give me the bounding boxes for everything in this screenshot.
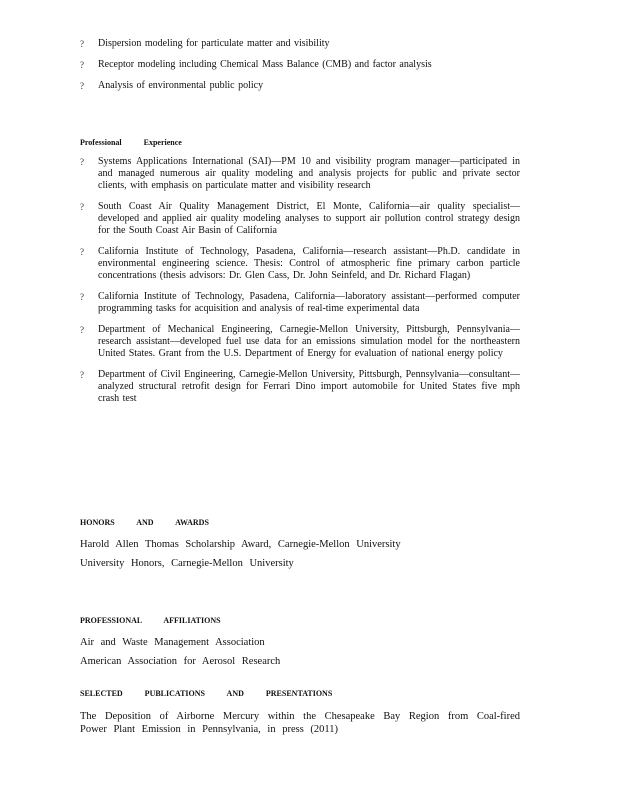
list-item bbox=[80, 324, 520, 360]
list-item bbox=[80, 246, 520, 282]
affiliation-item: American Association for Aerosol Research bbox=[80, 656, 281, 667]
list-item bbox=[80, 369, 520, 405]
honors-item: Harold Allen Thomas Scholarship Award, Carnegie-Mellon University bbox=[80, 539, 401, 550]
list-item bbox=[80, 38, 520, 50]
bullet-icon: ? bbox=[80, 60, 84, 70]
list-item bbox=[80, 80, 520, 92]
experience-text: California Institute of Technology, Pasadena, California—research assistant—Ph.D. candidate in environmental engineering science. Thesis: Control of atmospheric fine primary carbon particle concentrations (thesis advisors: Dr. Glen Cass, Dr. John Seinfeld, and Dr. Richard Flagan) bbox=[98, 246, 520, 281]
experience-text: Department of Mechanical Engineering, Carnegie-Mellon University, Pittsburgh, Pennsylvania—research assistant—developed fuel use data for an emissions simulation model for the northeastern United States. Grant from the U.S. Department of Energy for evaluation of national energy policy bbox=[98, 324, 520, 359]
top-bullet-list bbox=[80, 38, 520, 101]
honors-item: University Honors, Carnegie-Mellon University bbox=[80, 558, 294, 569]
bullet-text: Receptor modeling including Chemical Mass Balance (CMB) and factor analysis bbox=[98, 59, 432, 70]
bullet-icon: ? bbox=[80, 247, 84, 257]
bullet-icon: ? bbox=[80, 325, 84, 335]
publication-item: The Deposition of Airborne Mercury within the Chesapeake Bay Region from Coal-fired Power Plant Emission in Pennsylvania, in press (2011) bbox=[80, 711, 520, 735]
experience-text: South Coast Air Quality Management District, El Monte, California—air quality specialist—developed and applied air quality modeling analyses to support air pollution control strategy design for the South Coast Air Basin of California bbox=[98, 201, 520, 236]
list-item bbox=[80, 291, 520, 315]
publications-list bbox=[80, 710, 520, 742]
bullet-icon: ? bbox=[80, 157, 84, 167]
affiliation-item: Air and Waste Management Association bbox=[80, 637, 265, 648]
experience-text: Systems Applications International (SAI)—PM 10 and visibility program manager—participated in and managed numerous air quality modeling and analysis projects for public and private sector clients, with emphasis on particulate matter and visibility research bbox=[98, 156, 520, 191]
list-item bbox=[80, 201, 520, 237]
bullet-text: Dispersion modeling for particulate matter and visibility bbox=[98, 38, 330, 49]
bullet-icon: ? bbox=[80, 81, 84, 91]
bullet-text: Analysis of environmental public policy bbox=[98, 80, 264, 91]
experience-list bbox=[80, 156, 520, 414]
publications-heading: SELECTED PUBLICATIONS AND PRESENTATIONS bbox=[80, 689, 333, 698]
bullet-icon: ? bbox=[80, 292, 84, 302]
honors-list bbox=[80, 538, 520, 576]
experience-text: California Institute of Technology, Pasadena, California—laboratory assistant—performed computer programming tasks for acquisition and analysis of real-time experimental data bbox=[98, 291, 520, 314]
experience-heading: Professional Experience bbox=[80, 138, 182, 147]
bullet-icon: ? bbox=[80, 370, 84, 380]
affiliations-heading: PROFESSIONAL AFFILIATIONS bbox=[80, 616, 221, 625]
list-item bbox=[80, 59, 520, 71]
list-item bbox=[80, 156, 520, 192]
affiliations-list bbox=[80, 636, 520, 674]
honors-heading: HONORS AND AWARDS bbox=[80, 518, 209, 527]
bullet-icon: ? bbox=[80, 202, 84, 212]
bullet-icon: ? bbox=[80, 39, 84, 49]
experience-text: Department of Civil Engineering, Carnegie-Mellon University, Pittsburgh, Pennsylvania—consultant—analyzed structural retrofit design for Ferrari Dino import automobile for United States five mph crash test bbox=[98, 369, 520, 404]
